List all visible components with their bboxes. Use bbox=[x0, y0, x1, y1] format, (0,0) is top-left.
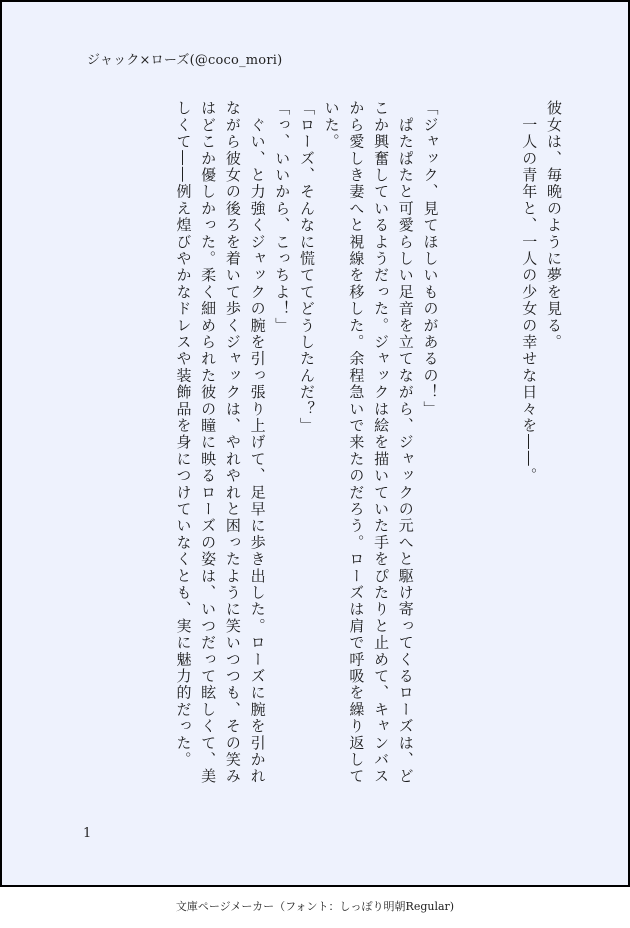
generator-footer: 文庫ページメーカー（フォント：しっぽり明朝Regular) bbox=[175, 900, 455, 913]
paragraph: 「ローズ、そんなに慌ててどうしたんだ？」 bbox=[297, 100, 316, 434]
paragraph: 「ジャック、見てほしいものがあるの！」 bbox=[421, 100, 440, 418]
author-header: ジャック×ローズ(@coco_mori) bbox=[87, 53, 283, 68]
paragraph: ぐい、と力強くジャックの腕を引っ張り上げて、足早に歩き出した。ローズに腕を引かれながら彼女の後ろを着いて歩くジャックは、やれやれと困ったように笑いつつも、その笑みはどこか優しかった。柔く細められた彼の瞳に映るローズの姿は、いつだって眩しくて、美しくて――例え煌びやかなドレスや装飾品を身につけていなくとも、実に魅力的だった。 bbox=[174, 100, 267, 785]
paragraph: 「っ、いいから、こっちよ！」 bbox=[273, 100, 292, 334]
page-number: 1 bbox=[83, 826, 92, 841]
paragraph: 一人の青年と、一人の少女の幸せな日々を――。 bbox=[520, 100, 539, 485]
blank-line bbox=[467, 100, 492, 790]
paragraph: 彼女は、毎晩のように夢を見る。 bbox=[545, 100, 563, 351]
vertical-body-text bbox=[76, 100, 566, 790]
blank-line bbox=[492, 100, 517, 790]
blank-line bbox=[442, 100, 467, 790]
paragraph: ぱたぱたと可愛らしい足音を立てながら、ジャックの元へと駆け寄ってくるローズは、どこか興奮しているようだった。ジャックは絵を描いていた手をぴたりと止めて、キャンバスから愛しき妻へと視線を移した。余程急いで来たのだろう。ローズは肩で呼吸を繰り返していた。 bbox=[322, 100, 415, 785]
